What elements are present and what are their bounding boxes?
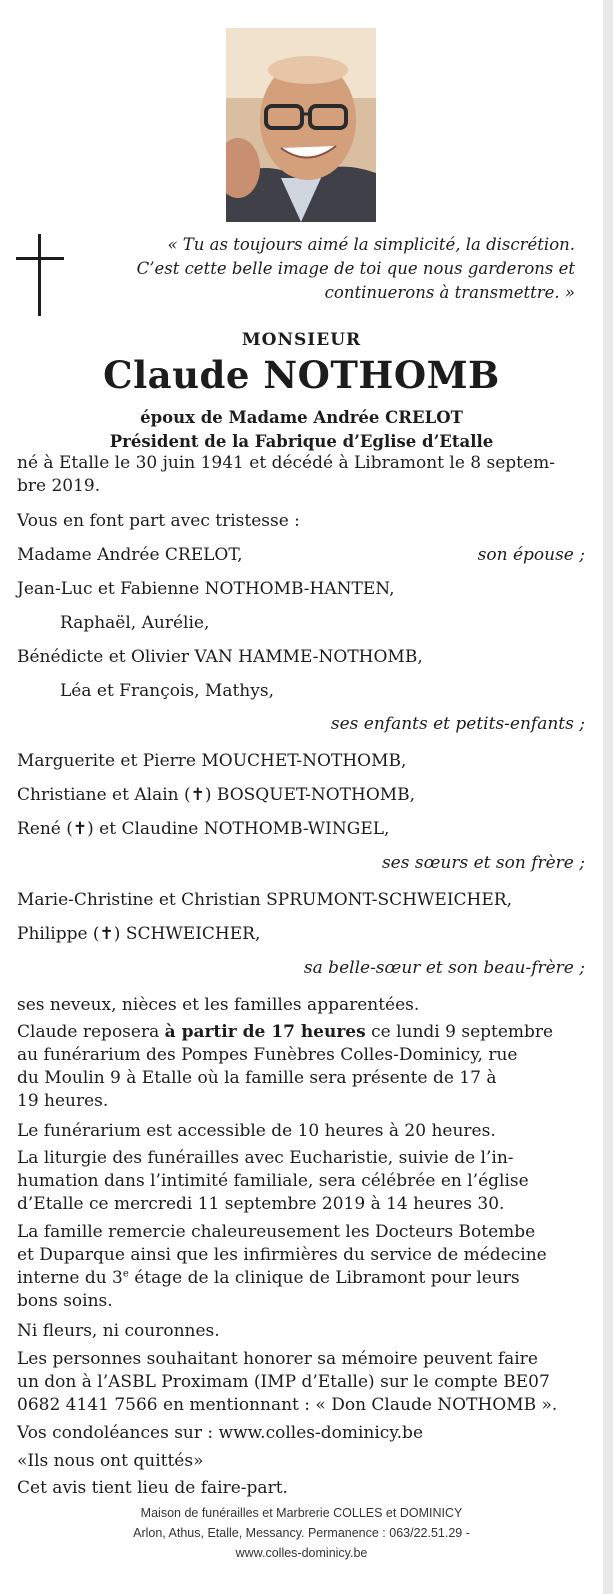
thanks-text: interne du 3 xyxy=(17,1268,123,1288)
thanks-line xyxy=(17,1267,585,1290)
liturgy-line: La liturgie des funérailles avec Eucharistie, suivie de l’in- xyxy=(17,1148,514,1168)
birth-line: né à Etalle le 30 juin 1941 et décédé à Libramont le 8 septem- xyxy=(17,453,555,473)
spouse-row xyxy=(17,544,585,567)
visitation-line: du Moulin 9 à Etalle où la famille sera présente de 17 à xyxy=(17,1068,497,1088)
quote-line: continuerons à transmettre. » xyxy=(324,283,575,302)
thanks-line: bons soins. xyxy=(17,1291,113,1311)
sibling-family-1: Marguerite et Pierre MOUCHET-NOTHOMB, xyxy=(17,751,407,771)
deceased-name: Claude NOTHOMB xyxy=(103,353,500,397)
donation-line: un don à l’ASBL Proximam (IMP d’Etalle) sur le compte BE07 xyxy=(17,1372,550,1392)
portrait-photo xyxy=(226,28,376,222)
footer-line: Maison de funérailles et Marbrerie COLLES et DOMINICY xyxy=(140,1506,463,1520)
honorific: MONSIEUR xyxy=(241,330,362,350)
portrait-image xyxy=(226,28,376,222)
thanks-line: et Duparque ainsi que les infirmières du service de médecine xyxy=(17,1245,547,1265)
donation-line: 0682 4141 7566 en mentionnant : « Don Claude NOTHOMB ». xyxy=(17,1395,558,1415)
donation-line: Les personnes souhaitant honorer sa mémoire peuvent faire xyxy=(17,1349,538,1369)
visitation-line: 19 heures. xyxy=(17,1091,109,1111)
quote-line: « Tu as toujours aimé la simplicité, la discrétion. xyxy=(167,235,575,254)
extended-family: ses neveux, nièces et les familles apparentées. xyxy=(17,995,420,1015)
liturgy-line: d’Etalle ce mercredi 11 septembre 2019 à 14 heures 30. xyxy=(17,1194,505,1214)
quote-line: C’est cette belle image de toi que nous garderons et xyxy=(136,259,575,278)
family-intro: Vous en font part avec tristesse : xyxy=(17,511,300,531)
notice-text: Cet avis tient lieu de faire-part. xyxy=(17,1478,288,1498)
sibling-family-2: Christiane et Alain (✝) BOSQUET-NOTHOMB, xyxy=(17,785,416,805)
visitation-text: Claude reposera xyxy=(17,1022,165,1042)
visitation-line: au funérarium des Pompes Funèbres Colles-Dominicy, rue xyxy=(17,1045,518,1065)
visitation-paragraph xyxy=(17,1021,585,1113)
thanks-paragraph xyxy=(17,1221,585,1313)
ordinal-superscript: e xyxy=(122,1268,129,1280)
cross-icon xyxy=(16,234,64,316)
grandchildren-2: Léa et François, Mathys, xyxy=(60,681,274,701)
child-family-2: Bénédicte et Olivier VAN HAMME-NOTHOMB, xyxy=(17,647,423,667)
spouse-relation: son épouse ; xyxy=(477,545,585,565)
inlaw-family-2: Philippe (✝) SCHWEICHER, xyxy=(17,924,261,944)
funeral-home-footer xyxy=(0,1503,603,1563)
sibling-family-3: René (✝) et Claudine NOTHOMB-WINGEL, xyxy=(17,819,390,839)
visitation-text: ce lundi 9 septembre xyxy=(365,1022,554,1042)
birth-death-info xyxy=(17,452,585,498)
thanks-text: étage de la clinique de Libramont pour leurs xyxy=(128,1268,520,1288)
spouse-and-role xyxy=(0,406,603,454)
child-family-1: Jean-Luc et Fabienne NOTHOMB-HANTEN, xyxy=(17,579,395,599)
inlaw-family-1: Marie-Christine et Christian SPRUMONT-SCHWEICHER, xyxy=(17,890,512,910)
footer-line: Arlon, Athus, Etalle, Messancy. Permanence : 063/22.51.29 - xyxy=(133,1526,470,1540)
rubric-label: «Ils nous ont quittés» xyxy=(17,1451,204,1471)
donation-paragraph xyxy=(17,1348,585,1417)
visitation-line xyxy=(17,1021,585,1044)
funerarium-hours: Le funérarium est accessible de 10 heures à 20 heures. xyxy=(17,1121,496,1141)
inlaws-relation: sa belle-sœur et son beau-frère ; xyxy=(303,958,585,978)
spouse-name: Madame Andrée CRELOT, xyxy=(17,545,243,565)
footer-website[interactable]: www.colles-dominicy.be xyxy=(235,1546,368,1560)
epitaph-quote xyxy=(105,233,575,305)
no-flowers: Ni fleurs, ni couronnes. xyxy=(17,1321,220,1341)
condolences-link[interactable]: Vos condoléances sur : www.colles-dominicy.be xyxy=(17,1423,423,1443)
grandchildren-1: Raphaël, Aurélie, xyxy=(60,613,210,633)
liturgy-paragraph xyxy=(17,1147,585,1216)
role-line: Président de la Fabrique d’Eglise d’Etalle xyxy=(109,432,494,451)
children-relation: ses enfants et petits-enfants ; xyxy=(330,714,585,734)
visitation-time: à partir de 17 heures xyxy=(164,1022,366,1042)
birth-line: bre 2019. xyxy=(17,476,101,496)
spouse-line: époux de Madame Andrée CRELOT xyxy=(140,408,463,427)
liturgy-line: humation dans l’intimité familiale, sera célébrée en l’église xyxy=(17,1171,529,1191)
thanks-line: La famille remercie chaleureusement les Docteurs Botembe xyxy=(17,1222,536,1242)
siblings-relation: ses sœurs et son frère ; xyxy=(381,853,585,873)
